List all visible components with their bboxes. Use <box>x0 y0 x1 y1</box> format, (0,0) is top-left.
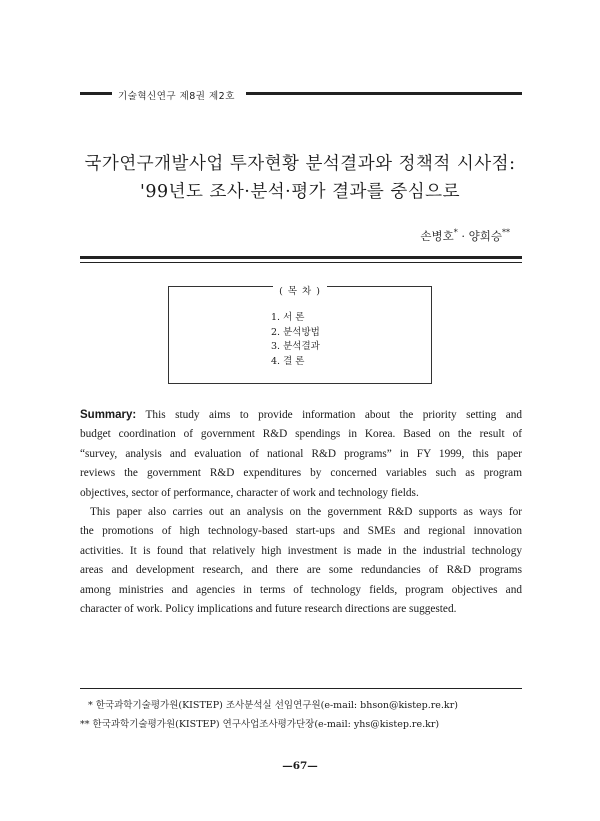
abstract-line: budget coordination of government R&D spendings in Korea. Based on the result of <box>80 428 522 441</box>
footnote-2-text: 한국과학기술평가원(KISTEP) 연구사업조사평가단장(e-mail: yhs@kistep.re.kr) <box>92 719 440 730</box>
footnote-rule <box>80 688 522 689</box>
journal-label: 기술혁신연구 제8권 제2호 <box>118 91 235 102</box>
toc-item: 1. 서 론 <box>271 312 305 323</box>
title-rule-thin <box>80 262 522 263</box>
author-1: 손병호 <box>420 229 454 243</box>
author-separator: · <box>457 229 469 243</box>
paper-title-line1: 국가연구개발사업 투자현황 분석결과와 정책적 시사점: <box>84 154 516 174</box>
footnote-1 <box>88 697 458 711</box>
header-rule-right <box>246 92 522 95</box>
abstract-line: This paper also carries out an analysis on the government R&D supports as ways for <box>90 505 522 518</box>
author-2: 양희승 <box>468 229 502 243</box>
footnote-1-text: 한국과학기술평가원(KISTEP) 조사분석실 선임연구원(e-mail: bhson@kistep.re.kr) <box>95 700 458 711</box>
table-of-contents <box>168 286 432 384</box>
paper-title-line2: '99년도 조사·분석·평가 결과를 중심으로 <box>140 182 460 202</box>
abstract-line: This study aims to provide information about the priority setting and <box>145 409 522 421</box>
abstract-line: reviews the government R&D expenditures by concerned variables such as program <box>80 467 522 480</box>
abstract-line: areas and development research, and there are some redundancies of R&D programs <box>80 564 522 577</box>
footnote-2-mark: ** <box>80 719 90 730</box>
title-rule-thick <box>80 256 522 259</box>
abstract-line: the promotions of high technology-based start-ups and SMEs and regional innovation <box>80 525 522 538</box>
toc-item: 2. 분석방법 <box>271 326 320 338</box>
author-1-mark: * <box>453 228 458 238</box>
abstract <box>80 406 522 619</box>
page-number: —67— <box>282 760 318 772</box>
author-2-mark: ** <box>502 228 510 238</box>
footnote-2 <box>80 716 439 730</box>
toc-item: 3. 분석결과 <box>271 341 320 352</box>
abstract-line: activities. It is found that relatively high investment is made in the industrial technology <box>80 544 522 557</box>
summary-label: Summary: <box>80 409 137 421</box>
toc-item: 4. 결 론 <box>271 355 305 367</box>
footnote-1-mark: * <box>88 700 93 711</box>
header-rule-left <box>80 92 112 95</box>
abstract-line: objectives, sector of performance, character of work and technology fields. <box>80 486 419 499</box>
toc-list <box>271 311 320 369</box>
toc-heading: ( 목 차 ) <box>273 286 327 297</box>
abstract-line: character of work. Policy implications and future research directions are suggested. <box>80 602 457 615</box>
abstract-line: among ministries and agencies in terms of technology fields, program objectives and <box>80 583 522 596</box>
abstract-line: “survey, analysis and evaluation of national R&D programs” in FY 1999, this paper <box>80 447 522 460</box>
author-line <box>420 228 510 244</box>
